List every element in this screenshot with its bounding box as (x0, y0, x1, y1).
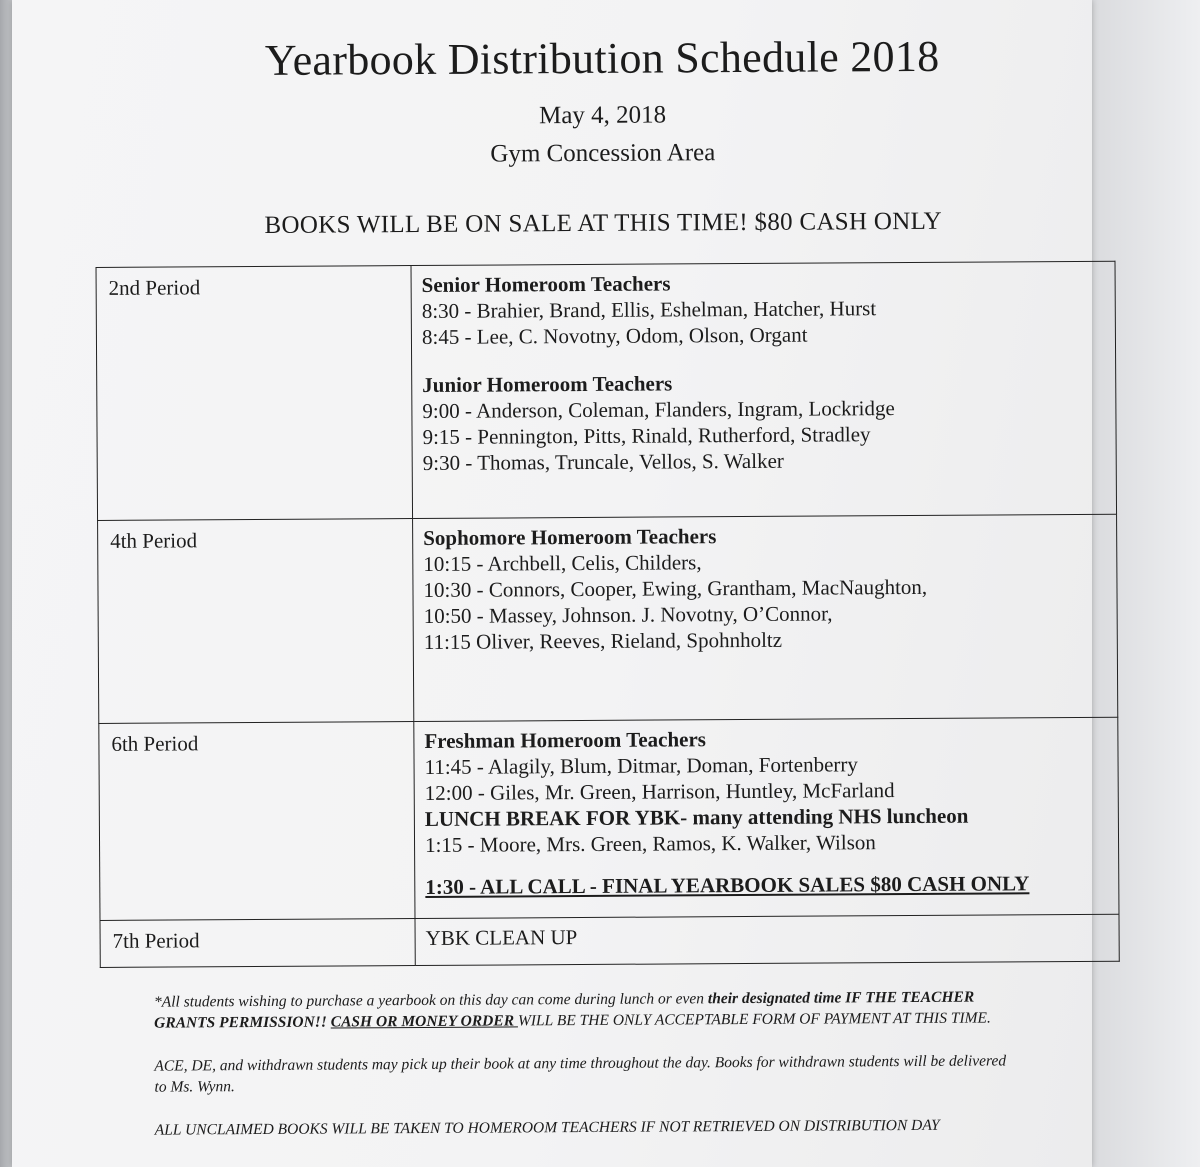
group-header: Freshman Homeroom Teachers (424, 727, 707, 753)
payment-note (154, 986, 1014, 1033)
slots-cell (413, 514, 1118, 721)
slots-cell (411, 261, 1117, 518)
schedule-table (96, 261, 1120, 968)
period-cell: 7th Period (100, 919, 415, 968)
sale-notice: BOOKS WILL BE ON SALE AT THIS TIME! $80 CASH ONLY (264, 207, 943, 239)
lunch-break-note: LUNCH BREAK FOR YBK- many attending NHS luncheon (424, 803, 969, 831)
document-title: Yearbook Distribution Schedule 2018 (264, 31, 940, 85)
time-slot: 1:15 - Moore, Mrs. Green, Ramos, K. Walker, Wilson (424, 830, 876, 857)
time-slot: 9:30 - Thomas, Truncale, Vellos, S. Walker (422, 448, 784, 475)
period-cell: 4th Period (98, 519, 414, 724)
time-slot: 11:45 - Alagily, Blum, Ditmar, Doman, Fortenberry (424, 752, 858, 779)
period-cell: 2nd Period (96, 266, 413, 521)
table-row (99, 717, 1119, 920)
time-slot: 8:30 - Brahier, Brand, Ellis, Eshelman, Hatcher, Hurst (421, 296, 877, 323)
slots-cell (414, 717, 1119, 918)
pickup-note: ACE, DE, and withdrawn students may pick up their book at any time throughout the day. Books for withdrawn students will be delivered to Ms. Wynn. (154, 1052, 1007, 1096)
all-call-note: 1:30 - ALL CALL - FINAL YEARBOOK SALES $80 CASH ONLY (425, 871, 1030, 899)
group-header: Sophomore Homeroom Teachers (423, 524, 717, 550)
time-slot: 12:00 - Giles, Mr. Green, Harrison, Huntley, McFarland (424, 778, 895, 805)
table-row (100, 914, 1119, 967)
time-slot: 11:15 Oliver, Reeves, Rieland, Spohnholtz (423, 627, 783, 654)
document-page (90, 14, 1117, 1163)
time-slot: 9:15 - Pennington, Pitts, Rinald, Rutherford, Stradley (422, 422, 871, 449)
note-underlined: CASH OR MONEY ORDER (330, 1012, 518, 1031)
time-slot: 9:00 - Anderson, Coleman, Flanders, Ingram, Lockridge (422, 396, 895, 423)
paper-sheet (12, 0, 1092, 1167)
group-header: Senior Homeroom Teachers (421, 271, 671, 297)
footnotes (154, 986, 1015, 1140)
time-slot: 10:30 - Connors, Cooper, Ewing, Grantham, MacNaughton, (423, 574, 928, 602)
note-text: WILL BE THE ONLY ACCEPTABLE FORM OF PAYMENT AT THIS TIME. (517, 1009, 991, 1030)
table-row (96, 261, 1117, 520)
event-date: May 4, 2018 (538, 101, 667, 130)
slots-cell: YBK CLEAN UP (415, 914, 1119, 965)
unclaimed-note: ALL UNCLAIMED BOOKS WILL BE TAKEN TO HOMEROOM TEACHERS IF NOT RETRIEVED ON DISTRIBUTION DAY (154, 1116, 940, 1139)
note-emphasis: their designated time IF THE TEACHER GRANTS PERMISSION!! (154, 988, 975, 1032)
event-location: Gym Concession Area (490, 139, 716, 168)
time-slot: 8:45 - Lee, C. Novotny, Odom, Olson, Organt (421, 322, 808, 349)
note-text: *All students wishing to purchase a yearbook on this day can come during lunch or even (153, 990, 708, 1011)
time-slot: 10:50 - Massey, Johnson. J. Novotny, O’Connor, (423, 601, 833, 628)
time-slot: 10:15 - Archbell, Celis, Childers, (423, 550, 702, 576)
group-header: Junior Homeroom Teachers (422, 371, 673, 397)
period-cell: 6th Period (99, 722, 415, 921)
table-row (98, 514, 1118, 723)
